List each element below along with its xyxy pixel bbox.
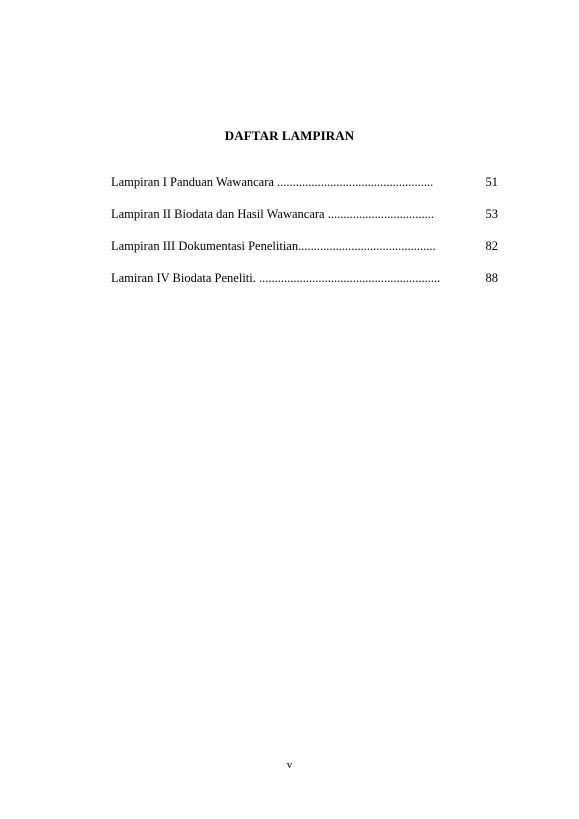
- page-title: DAFTAR LAMPIRAN: [224, 128, 355, 143]
- list-item: [111, 207, 498, 239]
- entry-page-number: 82: [485, 239, 498, 253]
- entry-label: Lampiran III Dokumentasi Penelitian............................................: [111, 239, 436, 253]
- entry-label: Lamiran IV Biodata Peneliti. ..........................................................: [111, 271, 441, 285]
- page-number: v: [286, 759, 293, 771]
- entry-page-number: 51: [485, 175, 498, 189]
- appendix-list: [111, 175, 498, 303]
- entry-label: Lampiran II Biodata dan Hasil Wawancara ..................................: [111, 207, 434, 221]
- entry-page-number: 53: [485, 207, 498, 221]
- list-item: [111, 175, 498, 207]
- entry-label: Lampiran I Panduan Wawancara ..................................................: [111, 175, 434, 189]
- list-item: [111, 239, 498, 271]
- list-item: [111, 271, 498, 303]
- entry-page-number: 88: [485, 271, 498, 285]
